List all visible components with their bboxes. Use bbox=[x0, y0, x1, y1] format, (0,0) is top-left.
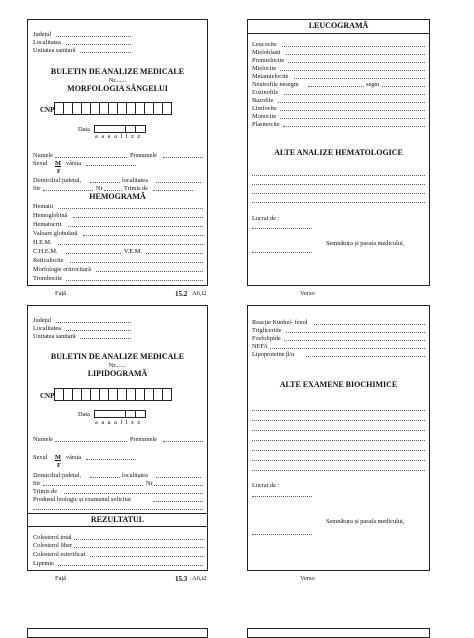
str-label: Str bbox=[33, 480, 41, 487]
field-label: NEFA bbox=[252, 343, 268, 350]
str-label: Str bbox=[33, 185, 41, 192]
card-partial-right bbox=[247, 628, 430, 638]
header-unitatea: Unitatea sanitară bbox=[33, 333, 76, 340]
sex-m[interactable]: M bbox=[55, 160, 61, 167]
cnp-boxes[interactable] bbox=[55, 102, 172, 115]
segm-label: segm bbox=[366, 81, 380, 88]
field-label: Colesterol liber bbox=[33, 542, 72, 549]
field-label: Mielocite bbox=[252, 65, 277, 72]
field-label: Promielocite bbox=[252, 57, 285, 64]
header-localitatea: Localitatea bbox=[33, 325, 61, 332]
varsta-label: vârsta bbox=[66, 160, 82, 167]
vem-label: V.E.M. bbox=[124, 248, 142, 255]
domiciliul-label: Domiciliul:județul, bbox=[33, 177, 82, 184]
title-lipidograma: LIPIDOGRAMĂ bbox=[87, 369, 148, 378]
field-label: Eozinofile bbox=[252, 89, 279, 96]
lucrat-label: Lucrat de : bbox=[252, 482, 280, 489]
field-label: Monocite bbox=[252, 113, 277, 120]
lucrat-label: Lucrat de : bbox=[252, 215, 280, 222]
card-lipidograma-front bbox=[27, 305, 208, 571]
trimis-label: Trimis de bbox=[124, 185, 149, 192]
numele-label: Numele bbox=[33, 152, 53, 159]
title-buletin: BULETIN DE ANALIZE MEDICALE bbox=[50, 352, 185, 361]
title-morfologia: MORFOLOGIA SÂNGELUI bbox=[67, 84, 168, 93]
field-label: Trigliceride bbox=[252, 327, 282, 334]
field-label: Fosfolipide bbox=[252, 335, 281, 342]
caption-verso: Verso bbox=[300, 575, 315, 582]
prenumele-label: Prenumele bbox=[130, 152, 157, 159]
field-label: Bazofile bbox=[252, 97, 274, 104]
header-judet: Județul bbox=[33, 317, 52, 324]
caption-code: 15.2 bbox=[175, 290, 188, 298]
field-label: Hematii bbox=[33, 203, 54, 210]
date-boxes[interactable] bbox=[95, 410, 146, 418]
localitatea-label: localitatea bbox=[122, 472, 148, 479]
date-boxes[interactable] bbox=[95, 125, 146, 133]
date-format: a a a a l l z z bbox=[95, 133, 142, 140]
caption-size: A6,t2 bbox=[192, 290, 207, 297]
header-unitatea: Unitatea sanitară bbox=[33, 47, 76, 54]
caption-size: A6,t2 bbox=[192, 575, 207, 582]
field-label: Lipoproteine β/α bbox=[252, 351, 295, 358]
field-label: Colesterol esterificat bbox=[33, 551, 86, 558]
localitatea-label: localitatea bbox=[122, 177, 148, 184]
varsta-label: vârsta bbox=[66, 454, 82, 461]
card-morfologia-front bbox=[27, 19, 208, 286]
field-label: Hematocrit bbox=[33, 221, 62, 228]
field-label: Reticulocite bbox=[33, 257, 64, 264]
field-label: Reacție Kunkel- fenol bbox=[252, 319, 308, 326]
produsul-label: Produsul biologic și examenul solicitat bbox=[33, 496, 131, 503]
domiciliul-label: Domiciliul:județul, bbox=[33, 472, 82, 479]
semnatura-label: Semnătura și parafa medicului, bbox=[326, 240, 405, 247]
cnp-boxes[interactable] bbox=[55, 388, 172, 401]
caption-code: 15.3 bbox=[175, 575, 188, 583]
caption-verso: Verso bbox=[300, 290, 315, 297]
caption-fata: Față bbox=[55, 575, 67, 582]
card-partial-left bbox=[27, 628, 208, 638]
sexul-label: Sexul bbox=[33, 160, 48, 167]
section-alte-biochimice: ALTE EXAMENE BIOCHIMICE bbox=[279, 380, 398, 389]
header-judet: Județul bbox=[33, 31, 52, 38]
card-morfologia-back bbox=[247, 19, 430, 286]
field-label: Neutrofile nesegm bbox=[252, 81, 299, 88]
field-label: H.E.M. bbox=[33, 239, 52, 246]
sex-f[interactable]: F bbox=[57, 462, 61, 469]
nr-label: Nr bbox=[96, 185, 103, 192]
field-label: Hemoglobină bbox=[33, 212, 68, 219]
field-label: C.H.E.M. bbox=[33, 248, 58, 255]
sexul-label: Sexul bbox=[33, 454, 48, 461]
section-hemograma: HEMOGRAMĂ bbox=[89, 192, 146, 201]
field-label: Metamielocite bbox=[252, 73, 289, 80]
section-leucograma: LEUCOGRAMĂ bbox=[308, 21, 369, 30]
cnp-label: CNP bbox=[40, 106, 55, 114]
sex-f[interactable]: F bbox=[57, 168, 61, 175]
field-label: Lipemie bbox=[33, 560, 54, 567]
date-format: a a a a l l z z bbox=[95, 419, 142, 426]
section-rezultatul: REZULTATUL bbox=[90, 515, 145, 524]
trimis-label: Trimis de bbox=[33, 488, 58, 495]
field-label: Mieloblasti bbox=[252, 49, 281, 56]
field-label: Limfocite bbox=[252, 105, 277, 112]
cnp-label: CNP bbox=[40, 392, 55, 400]
date-label: Data bbox=[78, 126, 90, 133]
date-label: Data bbox=[78, 411, 90, 418]
field-label: Leucocite bbox=[252, 41, 277, 48]
section-alte-hematologice: ALTE ANALIZE HEMATOLOGICE bbox=[274, 148, 403, 157]
prenumele-label: Prenumele bbox=[130, 436, 157, 443]
nr-label: Nr bbox=[146, 480, 153, 487]
field-label: Colesterol total bbox=[33, 534, 72, 541]
field-label: Morfologie eritrocitară bbox=[33, 266, 91, 273]
caption-fata: Față bbox=[55, 290, 67, 297]
field-label: Trombocite bbox=[33, 275, 63, 282]
semnatura-label: Semnătura și parafa medicului, bbox=[326, 518, 405, 525]
field-label: Valoare globulară bbox=[33, 230, 78, 237]
title-nr: Nr....... bbox=[108, 77, 127, 84]
sex-m[interactable]: M bbox=[55, 454, 61, 461]
card-lipidograma-back bbox=[247, 305, 430, 571]
numele-label: Numele bbox=[33, 436, 53, 443]
title-nr: Nr....... bbox=[108, 362, 127, 369]
field-label: Plasmocite bbox=[252, 121, 280, 128]
header-localitatea: Localitatea bbox=[33, 39, 61, 46]
title-buletin: BULETIN DE ANALIZE MEDICALE bbox=[50, 67, 185, 76]
